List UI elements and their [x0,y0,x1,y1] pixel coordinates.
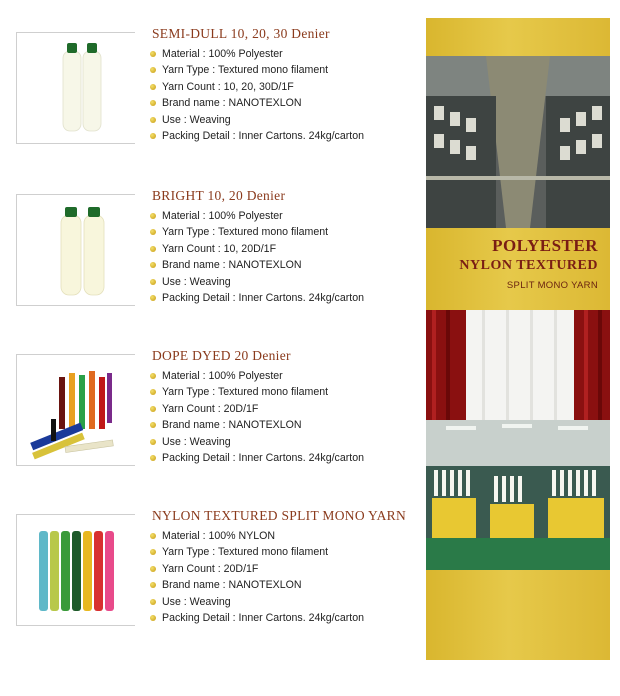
bullet-icon [150,373,156,379]
bullet-icon [150,51,156,57]
spec-yarn-type: Yarn Type : Textured mono filament [150,62,364,78]
bullet-icon [150,84,156,90]
spec-yarn-count: Yarn Count : 10, 20, 30D/1F [150,79,364,95]
side-panel [426,18,610,660]
spec-list [150,528,364,626]
yarn-spools-colored [28,371,113,459]
spec-brand: Brand name : NANOTEXLON [150,257,364,273]
product-image-semi-dull [16,32,135,144]
yarn-cones-multicolor [39,531,114,611]
bullet-icon [150,566,156,572]
product-nylon-split [0,508,420,654]
factory-photo-top [426,56,610,228]
spec-material: Material : 100% NYLON [150,528,364,544]
bullet-icon [150,422,156,428]
spec-list [150,208,364,306]
product-title: BRIGHT 10, 20 Denier [152,188,286,203]
spec-list [150,46,364,144]
spec-list [150,368,364,466]
product-image-nylon-split [16,514,135,626]
spec-material: Material : 100% Polyester [150,368,364,384]
bullet-icon [150,279,156,285]
spec-yarn-count: Yarn Count : 10, 20D/1F [150,241,364,257]
spec-yarn-type: Yarn Type : Textured mono filament [150,544,364,560]
bullet-icon [150,67,156,73]
product-title: SEMI-DULL 10, 20, 30 Denier [152,26,330,41]
spec-material: Material : 100% Polyester [150,46,364,62]
spec-yarn-type: Yarn Type : Textured mono filament [150,224,364,240]
bullet-icon [150,262,156,268]
panel-title-nylon-textured: NYLON TEXTURED [459,258,598,273]
bullet-icon [150,439,156,445]
bullet-icon [150,406,156,412]
product-title: NYLON TEXTURED SPLIT MONO YARN [152,508,407,523]
bullet-icon [150,599,156,605]
spec-brand: Brand name : NANOTEXLON [150,417,364,433]
bullet-icon [150,117,156,123]
bullet-icon [150,533,156,539]
mill-photo [426,420,610,570]
bullet-icon [150,133,156,139]
spec-yarn-count: Yarn Count : 20D/1F [150,401,364,417]
bullet-icon [150,455,156,461]
yarn-cone-white-1 [63,43,81,131]
product-image-bright [16,194,135,306]
panel-subtitle-split-mono: SPLIT MONO YARN [506,280,598,291]
spec-yarn-type: Yarn Type : Textured mono filament [150,384,364,400]
bullet-icon [150,549,156,555]
yarn-cone-white-2 [83,43,101,131]
bullet-icon [150,246,156,252]
spec-packing: Packing Detail : Inner Cartons. 24kg/carton [150,450,364,466]
spec-use: Use : Weaving [150,434,364,450]
spec-brand: Brand name : NANOTEXLON [150,95,364,111]
bullet-icon [150,213,156,219]
bullet-icon [150,295,156,301]
product-semi-dull [0,26,420,172]
yarn-cone-ivory-1 [61,207,81,295]
spec-yarn-count: Yarn Count : 20D/1F [150,561,364,577]
curtain-photo [426,310,610,420]
bullet-icon [150,615,156,621]
bullet-icon [150,100,156,106]
panel-title-polyester: POLYESTER [492,236,598,255]
bullet-icon [150,389,156,395]
spec-material: Material : 100% Polyester [150,208,364,224]
spec-packing: Packing Detail : Inner Cartons. 24kg/carton [150,610,364,626]
product-bright [0,188,420,334]
product-image-dope-dyed [16,354,135,466]
product-title: DOPE DYED 20 Denier [152,348,291,363]
bullet-icon [150,229,156,235]
bullet-icon [150,582,156,588]
spec-packing: Packing Detail : Inner Cartons. 24kg/carton [150,128,364,144]
product-dope-dyed [0,348,420,494]
spec-use: Use : Weaving [150,112,364,128]
yarn-cone-ivory-2 [84,207,104,295]
spec-brand: Brand name : NANOTEXLON [150,577,364,593]
spec-packing: Packing Detail : Inner Cartons. 24kg/carton [150,290,364,306]
spec-use: Use : Weaving [150,274,364,290]
spec-use: Use : Weaving [150,594,364,610]
